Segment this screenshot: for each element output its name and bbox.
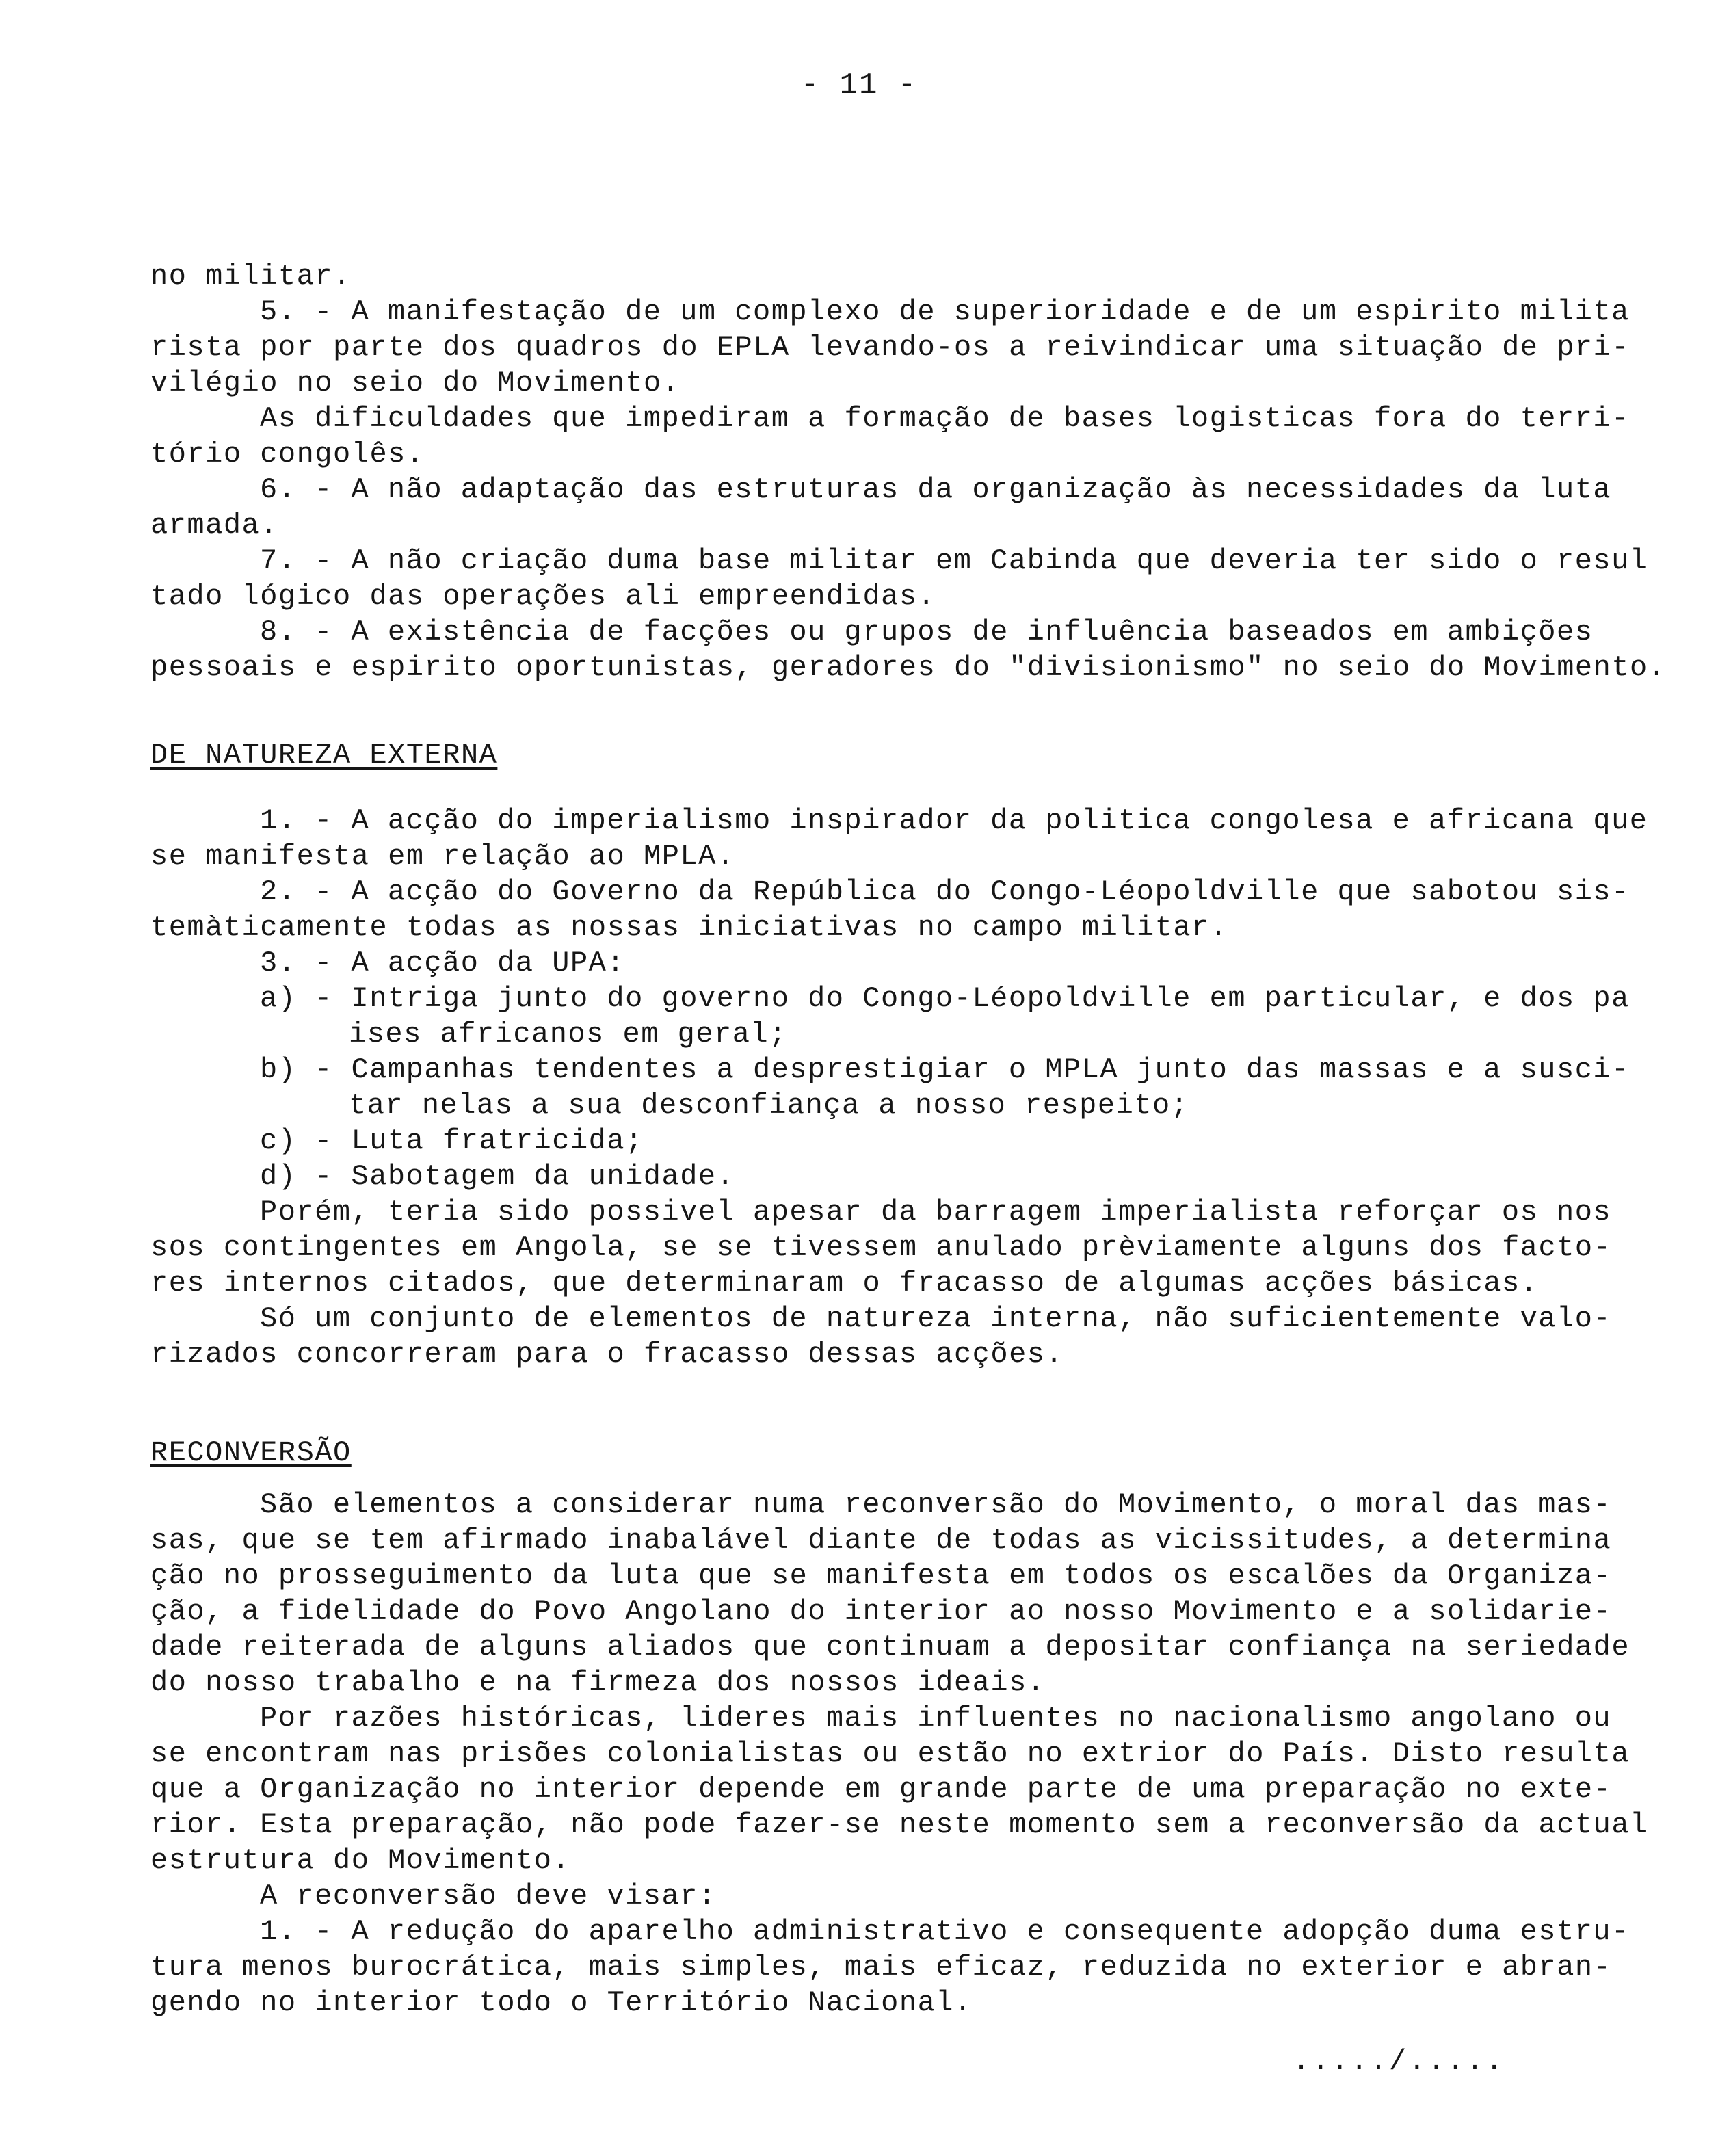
text-line: dade reiterada de alguns aliados que continuam a depositar confiança na seriedade <box>150 1631 1630 1664</box>
text-line: Só um conjunto de elementos de natureza interna, não suficientemente valo- <box>260 1302 1612 1335</box>
text-line: A reconversão deve visar: <box>260 1880 717 1912</box>
text-line: 8. - A existência de facções ou grupos de influência baseados em ambições <box>260 616 1594 648</box>
text-line: ises africanos em geral; <box>349 1018 787 1051</box>
text-line: temàticamente todas as nossas iniciativas no campo militar. <box>150 911 1228 944</box>
text-line: rizados concorreram para o fracasso dessas acções. <box>150 1338 1064 1371</box>
text-line: 2. - A acção do Governo da República do Congo-Léopoldville que sabotou sis- <box>260 876 1630 908</box>
text-line: armada. <box>150 509 278 542</box>
text-line: pessoais e espirito oportunistas, geradores do "divisionismo" no seio do Movimento. <box>150 651 1667 684</box>
text-line: tado lógico das operações ali empreendidas. <box>150 580 936 613</box>
text-line: As dificuldades que impediram a formação de bases logisticas fora do terri- <box>260 402 1630 435</box>
heading-reconversion: RECONVERSÃO <box>150 1436 352 1469</box>
text-line: d) - Sabotagem da unidade. <box>260 1160 735 1193</box>
text-line: ção no prosseguimento da luta que se manifesta em todos os escalões da Organiza- <box>150 1560 1612 1592</box>
text-line: Porém, teria sido possivel apesar da barragem imperialista reforçar os nos <box>260 1196 1612 1228</box>
internal-causes-continuation <box>150 259 1667 685</box>
text-line: c) - Luta fratricida; <box>260 1125 644 1157</box>
text-line: gendo no interior todo o Território Nacional. <box>150 1986 973 2019</box>
text-line: do nosso trabalho e na firmeza dos nossos ideais. <box>150 1666 1046 1699</box>
text-line: se encontram nas prisões colonialistas ou estão no extrior do País. Disto resulta <box>150 1737 1630 1770</box>
text-line: b) - Campanhas tendentes a desprestigiar o MPLA junto das massas e a susci- <box>260 1053 1630 1086</box>
text-line: 1. - A redução do aparelho administrativo e consequente adopção duma estru- <box>260 1915 1630 1948</box>
text-line: tório congolês. <box>150 438 425 471</box>
text-line: rista por parte dos quadros do EPLA levando-os a reivindicar uma situação de pri- <box>150 331 1630 364</box>
text-line: res internos citados, que determinaram o fracasso de algumas acções básicas. <box>150 1267 1539 1300</box>
text-line: sas, que se tem afirmado inabalável diante de todas as vicissitudes, a determina <box>150 1524 1612 1557</box>
text-line: tar nelas a sua desconfiança a nosso respeito; <box>349 1089 1189 1122</box>
text-line: Por razões históricas, lideres mais influentes no nacionalismo angolano ou <box>260 1702 1612 1735</box>
text-line: 5. - A manifestação de um complexo de superioridade e de um espirito milita <box>260 295 1630 328</box>
text-line: a) - Intriga junto do governo do Congo-Léopoldville em particular, e dos pa <box>260 982 1630 1015</box>
page-number: - 11 - <box>800 68 918 103</box>
heading-external-nature: DE NATUREZA EXTERNA <box>150 739 498 772</box>
text-line: vilégio no seio do Movimento. <box>150 367 680 399</box>
text-line: 7. - A não criação duma base militar em Cabinda que deveria ter sido o resul <box>260 544 1648 577</box>
text-line: estrutura do Movimento. <box>150 1844 571 1877</box>
text-line: 1. - A acção do imperialismo inspirador da politica congolesa e africana que <box>260 804 1648 837</box>
text-line: ção, a fidelidade do Povo Angolano do interior ao nosso Movimento e a solidarie- <box>150 1595 1612 1628</box>
text-line: sos contingentes em Angola, se se tivessem anulado prèviamente alguns dos facto- <box>150 1231 1612 1264</box>
text-line: se manifesta em relação ao MPLA. <box>150 840 735 873</box>
external-causes <box>150 803 1662 1372</box>
continuation-mark: ...../..... <box>1293 2045 1505 2078</box>
text-line: São elementos a considerar numa reconversão do Movimento, o moral das mas- <box>260 1488 1612 1521</box>
text-line: rior. Esta preparação, não pode fazer-se neste momento sem a reconversão da actual <box>150 1809 1648 1841</box>
text-line: tura menos burocrática, mais simples, mais eficaz, reduzida no exterior e abran- <box>150 1951 1612 1984</box>
text-line: 6. - A não adaptação das estruturas da organização às necessidades da luta <box>260 473 1612 506</box>
text-line: 3. - A acção da UPA: <box>260 947 626 980</box>
reconversion-body <box>150 1487 1662 2021</box>
text-line: que a Organização no interior depende em grande parte de uma preparação no exte- <box>150 1773 1612 1806</box>
text-line: no militar. <box>150 260 352 293</box>
